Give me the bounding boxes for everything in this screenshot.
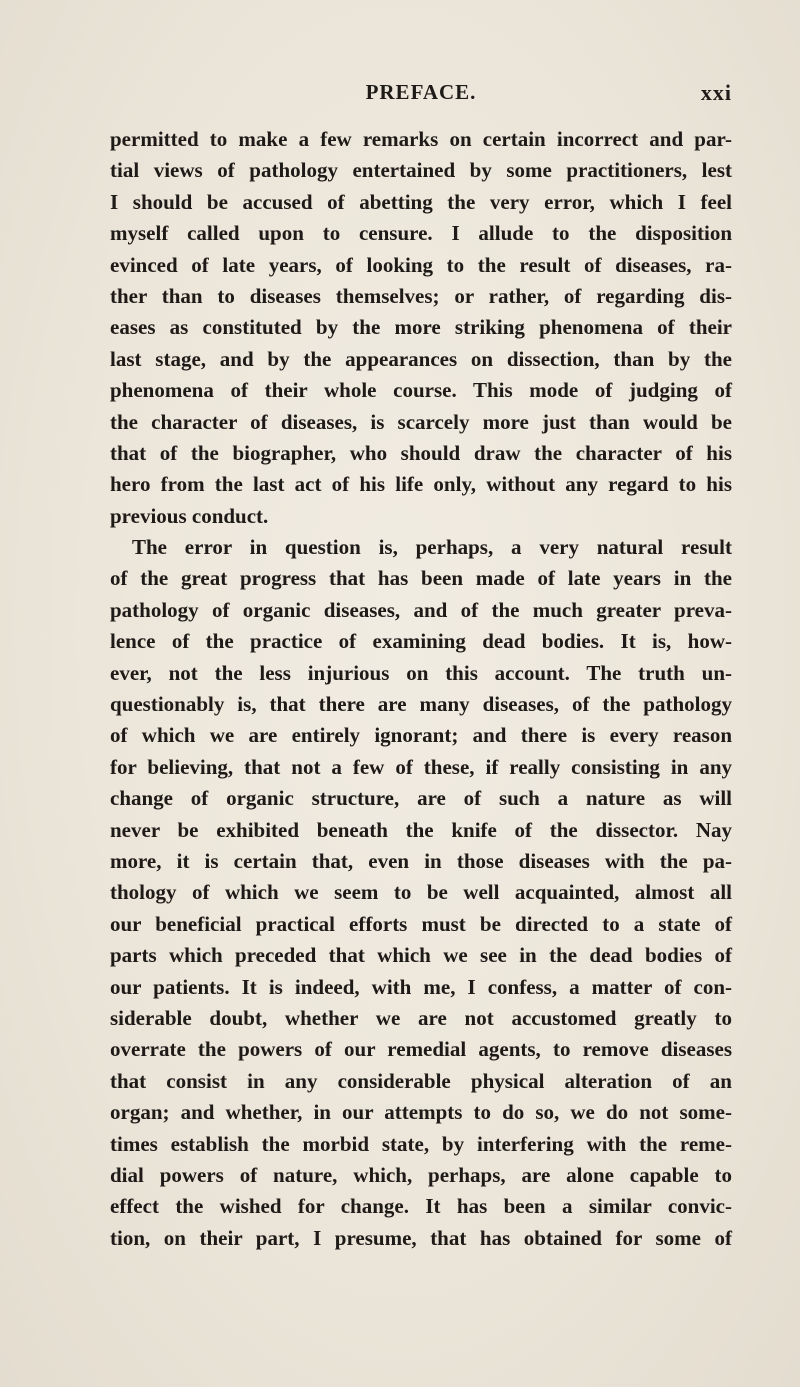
text-line: parts which preceded that which we see in the dead bodies of: [110, 943, 732, 968]
text-line: overrate the powers of our remedial agents, to remove diseases: [110, 1037, 732, 1062]
body-text: [110, 124, 732, 1254]
text-line: never be exhibited beneath the knife of the dissector. Nay: [110, 817, 732, 842]
text-line: of the great progress that has been made of late years in the: [110, 566, 732, 591]
text-line: previous conduct.: [110, 503, 269, 528]
text-line: eases as constituted by the more striking phenomena of their: [110, 315, 732, 340]
text-line: change of organic structure, are of such a nature as will: [110, 786, 732, 811]
text-line: the character of diseases, is scarcely more just than would be: [110, 409, 732, 434]
text-line: tion, on their part, I presume, that has obtained for some of: [110, 1225, 732, 1250]
text-line: myself called upon to censure. I allude to the disposition: [110, 221, 732, 246]
text-line: ever, not the less injurious on this account. The truth un-: [110, 660, 732, 685]
running-title: PREFACE.: [365, 80, 477, 104]
text-line: siderable doubt, whether we are not accustomed greatly to: [110, 1005, 732, 1030]
page-number: xxi: [700, 80, 732, 105]
running-head: [110, 80, 732, 110]
text-line: thology of which we seem to be well acquainted, almost all: [110, 880, 732, 905]
text-line: evinced of late years, of looking to the result of diseases, ra-: [110, 252, 732, 277]
text-line: organ; and whether, in our attempts to do so, we do not some-: [110, 1100, 732, 1125]
text-line: of which we are entirely ignorant; and there is every reason: [110, 723, 732, 748]
text-line: for believing, that not a few of these, if really consisting in any: [110, 754, 732, 779]
text-line: our patients. It is indeed, with me, I confess, a matter of con-: [110, 974, 732, 999]
text-line: permitted to make a few remarks on certain incorrect and par-: [110, 127, 732, 151]
text-line: I should be accused of abetting the very error, which I feel: [110, 189, 732, 214]
text-line: that of the biographer, who should draw the character of his: [110, 440, 732, 465]
text-line: hero from the last act of his life only, without any regard to his: [110, 472, 732, 497]
text-line: times establish the morbid state, by interfering with the reme-: [110, 1131, 732, 1156]
text-line: The error in question is, perhaps, a very natural result: [132, 535, 732, 560]
text-line: more, it is certain that, even in those diseases with the pa-: [110, 848, 732, 873]
text-line: effect the wished for change. It has been a similar convic-: [110, 1194, 732, 1219]
text-line: tial views of pathology entertained by some practitioners, lest: [110, 158, 732, 183]
text-line: lence of the practice of examining dead bodies. It is, how-: [110, 629, 732, 654]
text-line: dial powers of nature, which, perhaps, are alone capable to: [110, 1162, 732, 1187]
text-line: our beneficial practical efforts must be directed to a state of: [110, 911, 732, 936]
text-line: questionably is, that there are many diseases, of the pathology: [110, 692, 732, 717]
text-line: last stage, and by the appearances on dissection, than by the: [110, 346, 732, 371]
text-line: pathology of organic diseases, and of the much greater preva-: [110, 597, 732, 622]
text-line: that consist in any considerable physical alteration of an: [110, 1068, 732, 1093]
text-line: phenomena of their whole course. This mode of judging of: [110, 378, 732, 403]
text-line: ther than to diseases themselves; or rather, of regarding dis-: [110, 283, 732, 308]
